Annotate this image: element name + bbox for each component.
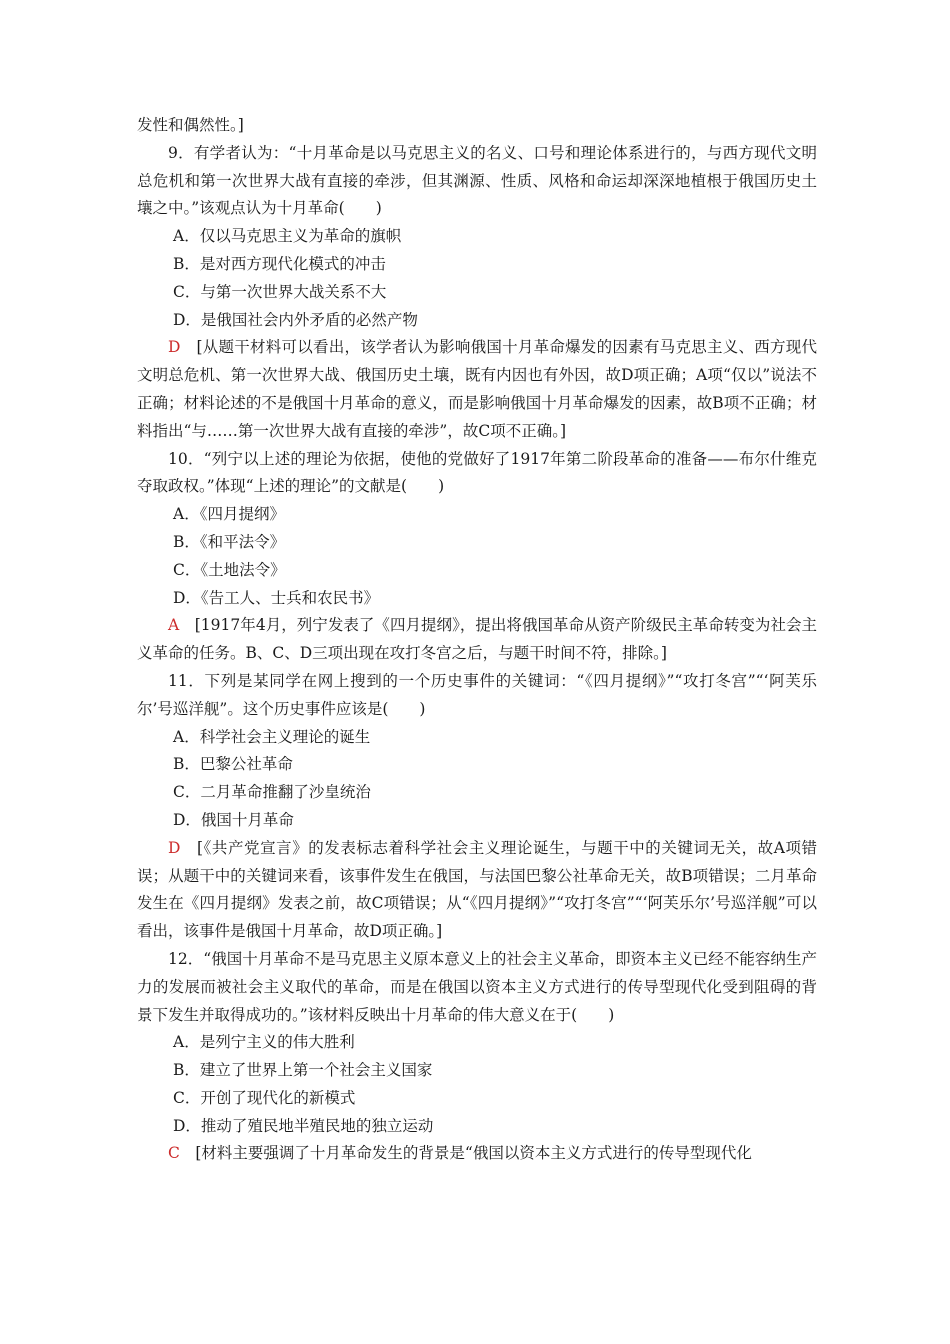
option-c: C．《土地法令》 bbox=[173, 560, 286, 579]
option-c: C．与第一次世界大战关系不大 bbox=[173, 282, 387, 301]
explanation-text: [《共产党宣言》的发表标志着科学社会主义理论诞生，与题干中的关键词无关，故A项错误；从题干中的关键词来看，该事件发生在俄国，与法国巴黎公社革命无关，故B项错误；二月革命发生在《四月提纲》发表之前，故C项错误；从“《四月提纲》”“攻打冬宫”“‘阿芙乐尔’号巡洋舰”可以看出，该事件是俄国十月革命，故D项正确。] bbox=[137, 838, 817, 941]
option-d: D．俄国十月革命 bbox=[173, 810, 294, 829]
question-9 bbox=[137, 140, 817, 446]
option-a: A．科学社会主义理论的诞生 bbox=[173, 727, 371, 746]
previous-answer-tail: 发性和偶然性。] bbox=[137, 116, 244, 134]
option-d: D．是俄国社会内外矛盾的必然产物 bbox=[173, 310, 418, 329]
explanation-text: [材料主要强调了十月革命发生的背景是“俄国以资本主义方式进行的传导型现代化 bbox=[179, 1144, 752, 1163]
question-stem: 10．“列宁以上述的理论为依据，使他的党做好了1917年第二阶段革命的准备——布尔什维克夺取政权。”体现“上述的理论”的文献是( ) bbox=[137, 449, 817, 496]
answer-letter: A bbox=[168, 616, 180, 635]
option-b: B．《和平法令》 bbox=[173, 532, 286, 551]
option-c: C．二月革命推翻了沙皇统治 bbox=[173, 783, 371, 802]
option-b: B．巴黎公社革命 bbox=[173, 755, 293, 774]
option-d: D．推动了殖民地半殖民地的独立运动 bbox=[173, 1116, 434, 1135]
option-c: C．开创了现代化的新模式 bbox=[173, 1088, 356, 1107]
question-stem: 11．下列是某同学在网上搜到的一个历史事件的关键词：“《四月提纲》”“攻打冬宫”“‘阿芙乐尔’号巡洋舰”。这个历史事件应该是( ) bbox=[137, 671, 817, 718]
answer-explanation bbox=[137, 835, 817, 946]
explanation-text: [从题干材料可以看出，该学者认为影响俄国十月革命爆发的因素有马克思主义、西方现代文明总危机、第一次世界大战、俄国历史土壤，既有内因也有外因，故D项正确；A项“仅以”说法不正确；材料论述的不是俄国十月革命的意义，而是影响俄国十月革命爆发的因素，故B项不正确；材料指出“与……第一次世界大战有直接的牵涉”，故C项不正确。] bbox=[137, 338, 817, 440]
question-12 bbox=[137, 946, 817, 1168]
option-b: B．建立了世界上第一个社会主义国家 bbox=[173, 1061, 433, 1080]
question-stem: 9．有学者认为：“十月革命是以马克思主义的名义、口号和理论体系进行的，与西方现代文明总危机和第一次世界大战有直接的牵涉，但其渊源、性质、风格和命运却深深地植根于俄国历史土壤之中。”该观点认为十月革命( ) bbox=[137, 143, 817, 218]
explanation-text: [1917年4月，列宁发表了《四月提纲》，提出将俄国革命从资产阶级民主革命转变为社会主义革命的任务。B、C、D三项出现在攻打冬宫之后，与题干时间不符，排除。] bbox=[137, 616, 817, 663]
option-b: B．是对西方现代化模式的冲击 bbox=[173, 254, 386, 273]
answer-letter: C bbox=[168, 1144, 180, 1163]
question-11 bbox=[137, 668, 817, 946]
answer-letter: D bbox=[168, 338, 181, 357]
answer-letter: D bbox=[168, 838, 181, 857]
answer-explanation bbox=[137, 334, 817, 445]
option-a: A．《四月提纲》 bbox=[173, 505, 285, 524]
question-stem: 12．“俄国十月革命不是马克思主义原本意义上的社会主义革命，即资本主义已经不能容纳生产力的发展而被社会主义取代的革命，而是在俄国以资本主义方式进行的传导型现代化受到阻碍的背景下发生并取得成功的。”该材料反映出十月革命的伟大意义在于( ) bbox=[137, 949, 817, 1024]
option-a: A．是列宁主义的伟大胜利 bbox=[173, 1033, 355, 1052]
question-10 bbox=[137, 446, 817, 668]
answer-explanation bbox=[137, 612, 817, 668]
option-a: A．仅以马克思主义为革命的旗帜 bbox=[173, 227, 402, 246]
document-page bbox=[137, 112, 817, 1168]
option-d: D．《告工人、士兵和农民书》 bbox=[173, 588, 380, 607]
answer-explanation bbox=[137, 1140, 817, 1168]
